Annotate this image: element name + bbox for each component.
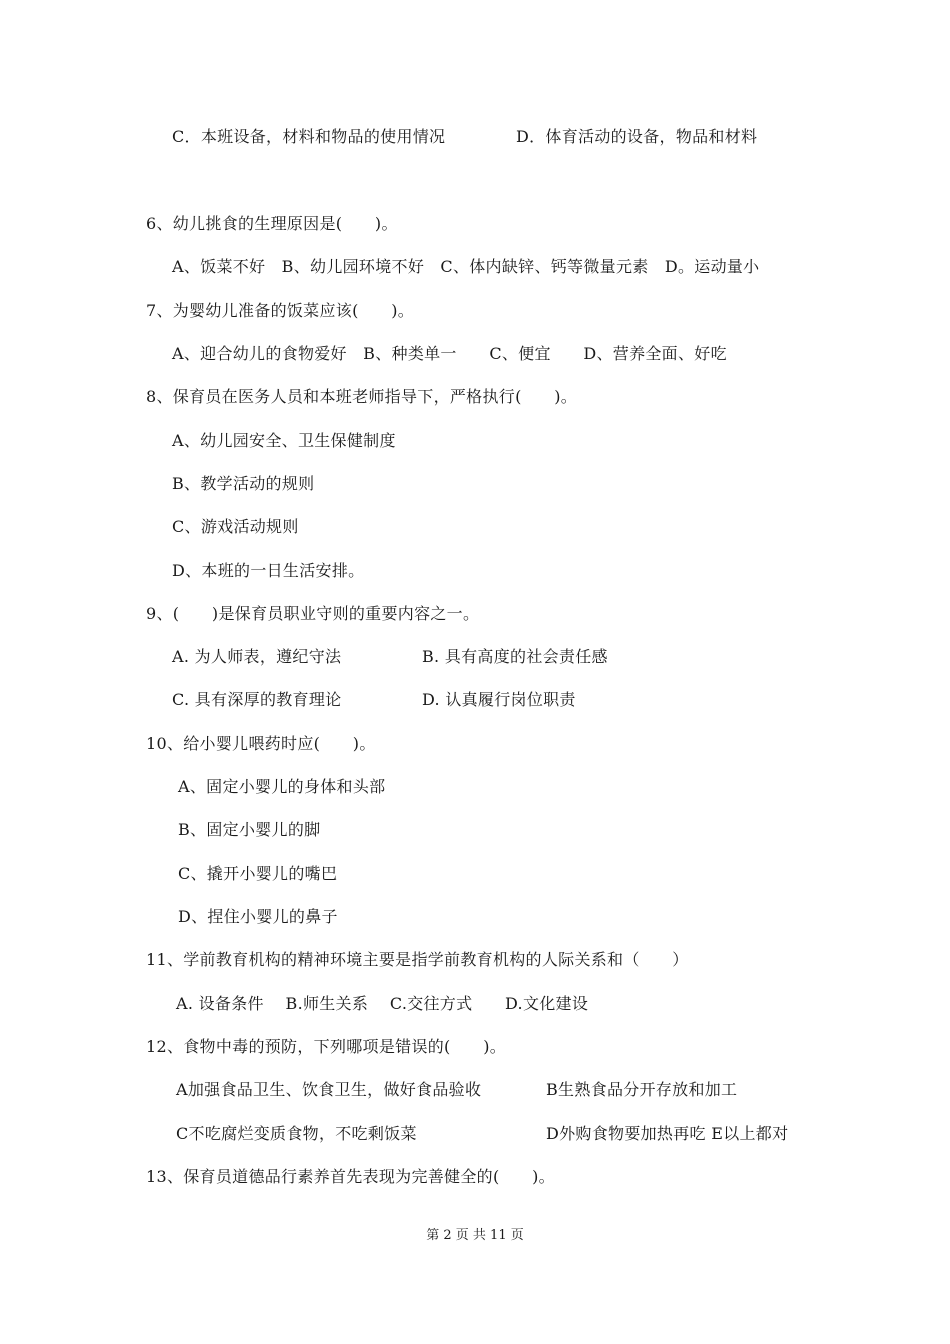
q6-stem: 6、幼儿挑食的生理原因是( )。	[146, 214, 398, 233]
q13-stem: 13、保育员道德品行素养首先表现为完善健全的( )。	[146, 1167, 555, 1186]
q8-option-b: B、教学活动的规则	[172, 474, 315, 493]
page-footer: 第 2 页 共 11 页	[426, 1228, 524, 1243]
q9-option-a: A. 为人师表，遵纪守法	[172, 647, 342, 666]
q9-option-c: C. 具有深厚的教育理论	[172, 690, 342, 709]
q8-option-a: A、幼儿园安全、卫生保健制度	[172, 431, 396, 450]
q10-option-c: C、撬开小婴儿的嘴巴	[178, 864, 338, 883]
q12-option-b: B生熟食品分开存放和加工	[546, 1080, 738, 1099]
q11-options: A. 设备条件 B.师生关系 C.交往方式 D.文化建设	[176, 994, 589, 1013]
q9-stem: 9、( )是保育员职业守则的重要内容之一。	[146, 604, 480, 623]
q11-stem: 11、学前教育机构的精神环境主要是指学前教育机构的人际关系和（ ）	[146, 950, 689, 969]
q7-stem: 7、为婴幼儿准备的饭菜应该( )。	[146, 301, 415, 320]
q5-option-c: C．本班设备，材料和物品的使用情况	[172, 127, 446, 146]
q10-option-b: B、固定小婴儿的脚	[178, 820, 321, 839]
q12-option-c: C不吃腐烂变质食物，不吃剩饭菜	[176, 1124, 417, 1143]
q5-option-d: D．体育活动的设备，物品和材料	[516, 127, 758, 146]
q8-option-c: C、游戏活动规则	[172, 517, 299, 536]
q10-option-d: D、捏住小婴儿的鼻子	[178, 907, 338, 926]
q6-options: A、饭菜不好 B、幼儿园环境不好 C、体内缺锌、钙等微量元素 D。运动量小	[172, 257, 760, 276]
q9-option-d: D. 认真履行岗位职责	[422, 690, 576, 709]
q7-options: A、迎合幼儿的食物爱好 B、种类单一 C、便宜 D、营养全面、好吃	[172, 344, 727, 363]
q8-option-d: D、本班的一日生活安排。	[172, 561, 365, 580]
q12-option-d: D外购食物要加热再吃 E以上都对	[546, 1124, 789, 1143]
q10-option-a: A、固定小婴儿的身体和头部	[178, 777, 386, 796]
q8-stem: 8、保育员在医务人员和本班老师指导下，严格执行( )。	[146, 387, 578, 406]
q10-stem: 10、给小婴儿喂药时应( )。	[146, 734, 376, 753]
q12-stem: 12、食物中毒的预防，下列哪项是错误的( )。	[146, 1037, 507, 1056]
q9-option-b: B. 具有高度的社会责任感	[422, 647, 608, 666]
q12-option-a: A加强食品卫生、饮食卫生，做好食品验收	[176, 1080, 482, 1099]
